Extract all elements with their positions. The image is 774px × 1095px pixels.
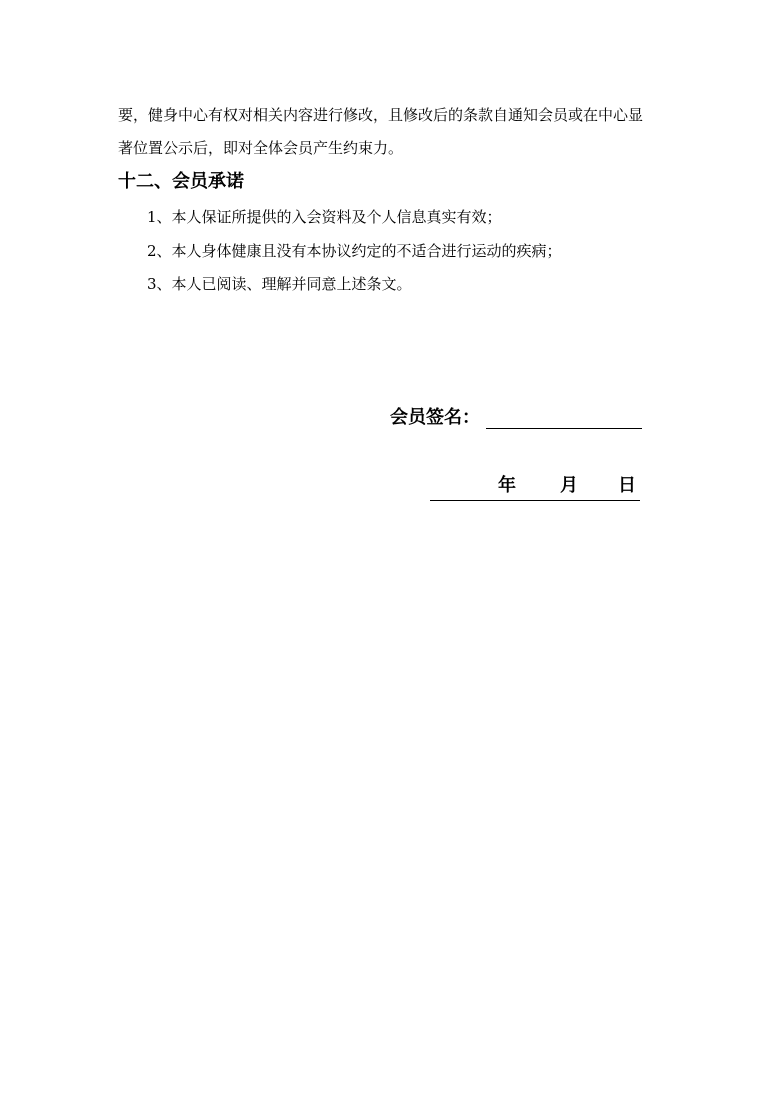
- date-block: [430, 474, 640, 501]
- date-month-label: 月: [560, 475, 578, 496]
- paragraph-line: 著位置公示后，即对全体会员产生约束力。: [118, 139, 404, 157]
- date-year-label: 年: [498, 475, 516, 496]
- paragraph-line: 要，健身中心有权对相关内容进行修改，且修改后的条款自通知会员或在中心显: [118, 106, 644, 124]
- section-heading: 十二、会员承诺: [118, 171, 244, 192]
- date-day-label: 日: [618, 475, 636, 496]
- commitment-item: 2、本人身体健康且没有本协议约定的不适合进行运动的疾病；: [147, 242, 562, 260]
- commitment-item: 3、本人已阅读、理解并同意上述条文。: [147, 275, 412, 293]
- signature-label: 会员签名：: [390, 407, 480, 428]
- signature-block: [390, 406, 650, 432]
- commitment-item: 1、本人保证所提供的入会资料及个人信息真实有效；: [147, 208, 502, 226]
- signature-line: [486, 428, 642, 429]
